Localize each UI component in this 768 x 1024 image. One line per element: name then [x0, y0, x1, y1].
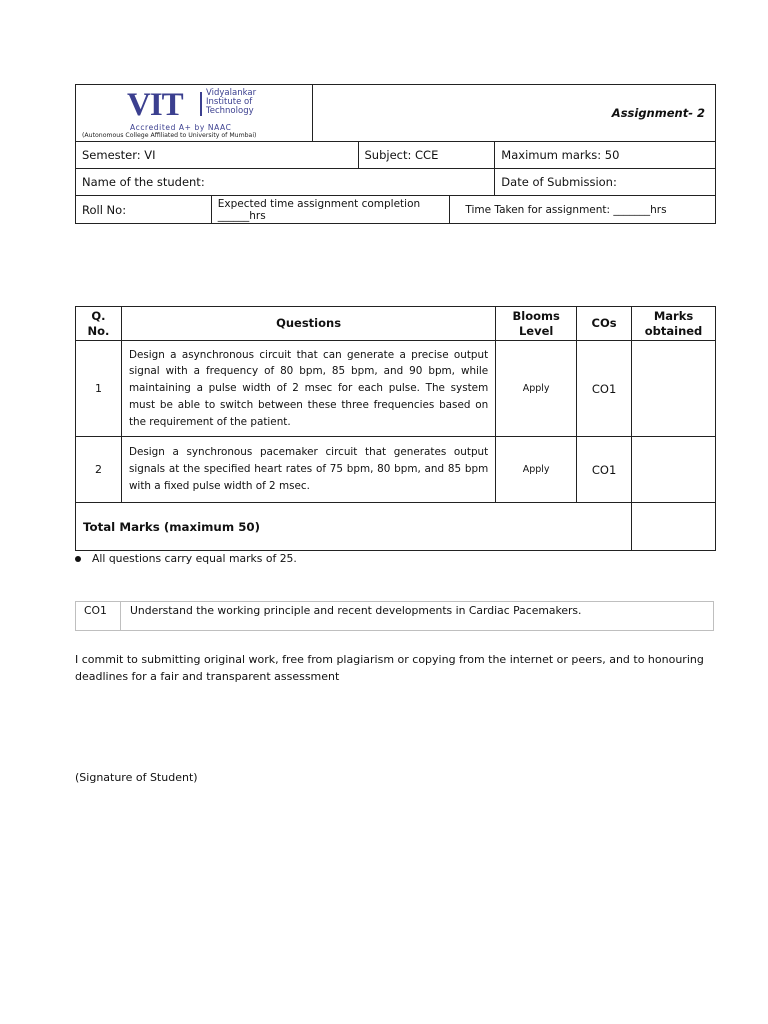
course-outcome: CO1	[577, 437, 632, 503]
max-marks-field: Maximum marks: 50	[495, 142, 716, 169]
commitment-statement: I commit to submitting original work, free from plagiarism or copying from the internet or peers, and to honouring deadlines for a fair and transparent assessment	[75, 653, 704, 683]
logo-side-text: Vidyalankar Institute of Technology	[206, 88, 257, 116]
logo-cell	[76, 85, 313, 142]
total-marks-label: Total Marks (maximum 50)	[76, 503, 632, 551]
bullet-icon	[75, 556, 81, 562]
questions-table	[75, 306, 716, 551]
subject-field: Subject: CCE	[358, 142, 495, 169]
blooms-level: Apply	[496, 437, 577, 503]
marks-header: Marks obtained	[632, 307, 716, 341]
assignment-title: Assignment- 2	[312, 85, 715, 142]
marks-obtained-cell	[632, 341, 716, 437]
questions-header: Questions	[121, 307, 495, 341]
co-description: Understand the working principle and recent developments in Cardiac Pacemakers.	[120, 602, 713, 631]
table-row	[76, 341, 716, 437]
question-number: 1	[76, 341, 122, 437]
blooms-level: Apply	[496, 341, 577, 437]
total-marks-cell	[632, 503, 716, 551]
blooms-header: Blooms Level	[496, 307, 577, 341]
co-code: CO1	[76, 602, 121, 631]
cos-header: COs	[577, 307, 632, 341]
course-outcome-table	[75, 601, 714, 631]
accreditation-text: Accredited A+ by NAAC	[130, 123, 232, 132]
affiliation-text: (Autonomous College Affiliated to University of Mumbai)	[82, 132, 257, 139]
expected-time-field: Expected time assignment completion ______hrs	[211, 196, 450, 224]
institute-logo: VIT	[127, 87, 183, 123]
question-text: Design a synchronous pacemaker circuit that generates output signals at the specified heart rates of 75 bpm, 80 bpm, and 85 bpm with a fixed pulse width of 2 msec.	[121, 437, 495, 503]
table-row	[76, 437, 716, 503]
course-outcome: CO1	[577, 341, 632, 437]
marks-note: All questions carry equal marks of 25.	[75, 552, 297, 565]
total-row	[76, 503, 716, 551]
header-table	[75, 84, 716, 224]
marks-obtained-cell	[632, 437, 716, 503]
semester-field: Semester: VI	[76, 142, 359, 169]
question-text: Design a asynchronous circuit that can generate a precise output signal with a frequency of 80 bpm, 85 bpm, and 90 bpm, while maintaining a pulse width of 2 msec for each pulse. The system must be able to switch between these three frequencies based on the requirement of the patient.	[121, 341, 495, 437]
logo-divider	[200, 92, 202, 116]
qno-header: Q. No.	[76, 307, 122, 341]
roll-no-field: Roll No:	[76, 196, 212, 224]
submission-date-field: Date of Submission:	[495, 169, 716, 196]
time-taken-field: Time Taken for assignment: _______hrs	[450, 196, 716, 224]
student-name-field: Name of the student:	[76, 169, 495, 196]
signature-label: (Signature of Student)	[75, 771, 198, 784]
table-header-row	[76, 307, 716, 341]
question-number: 2	[76, 437, 122, 503]
